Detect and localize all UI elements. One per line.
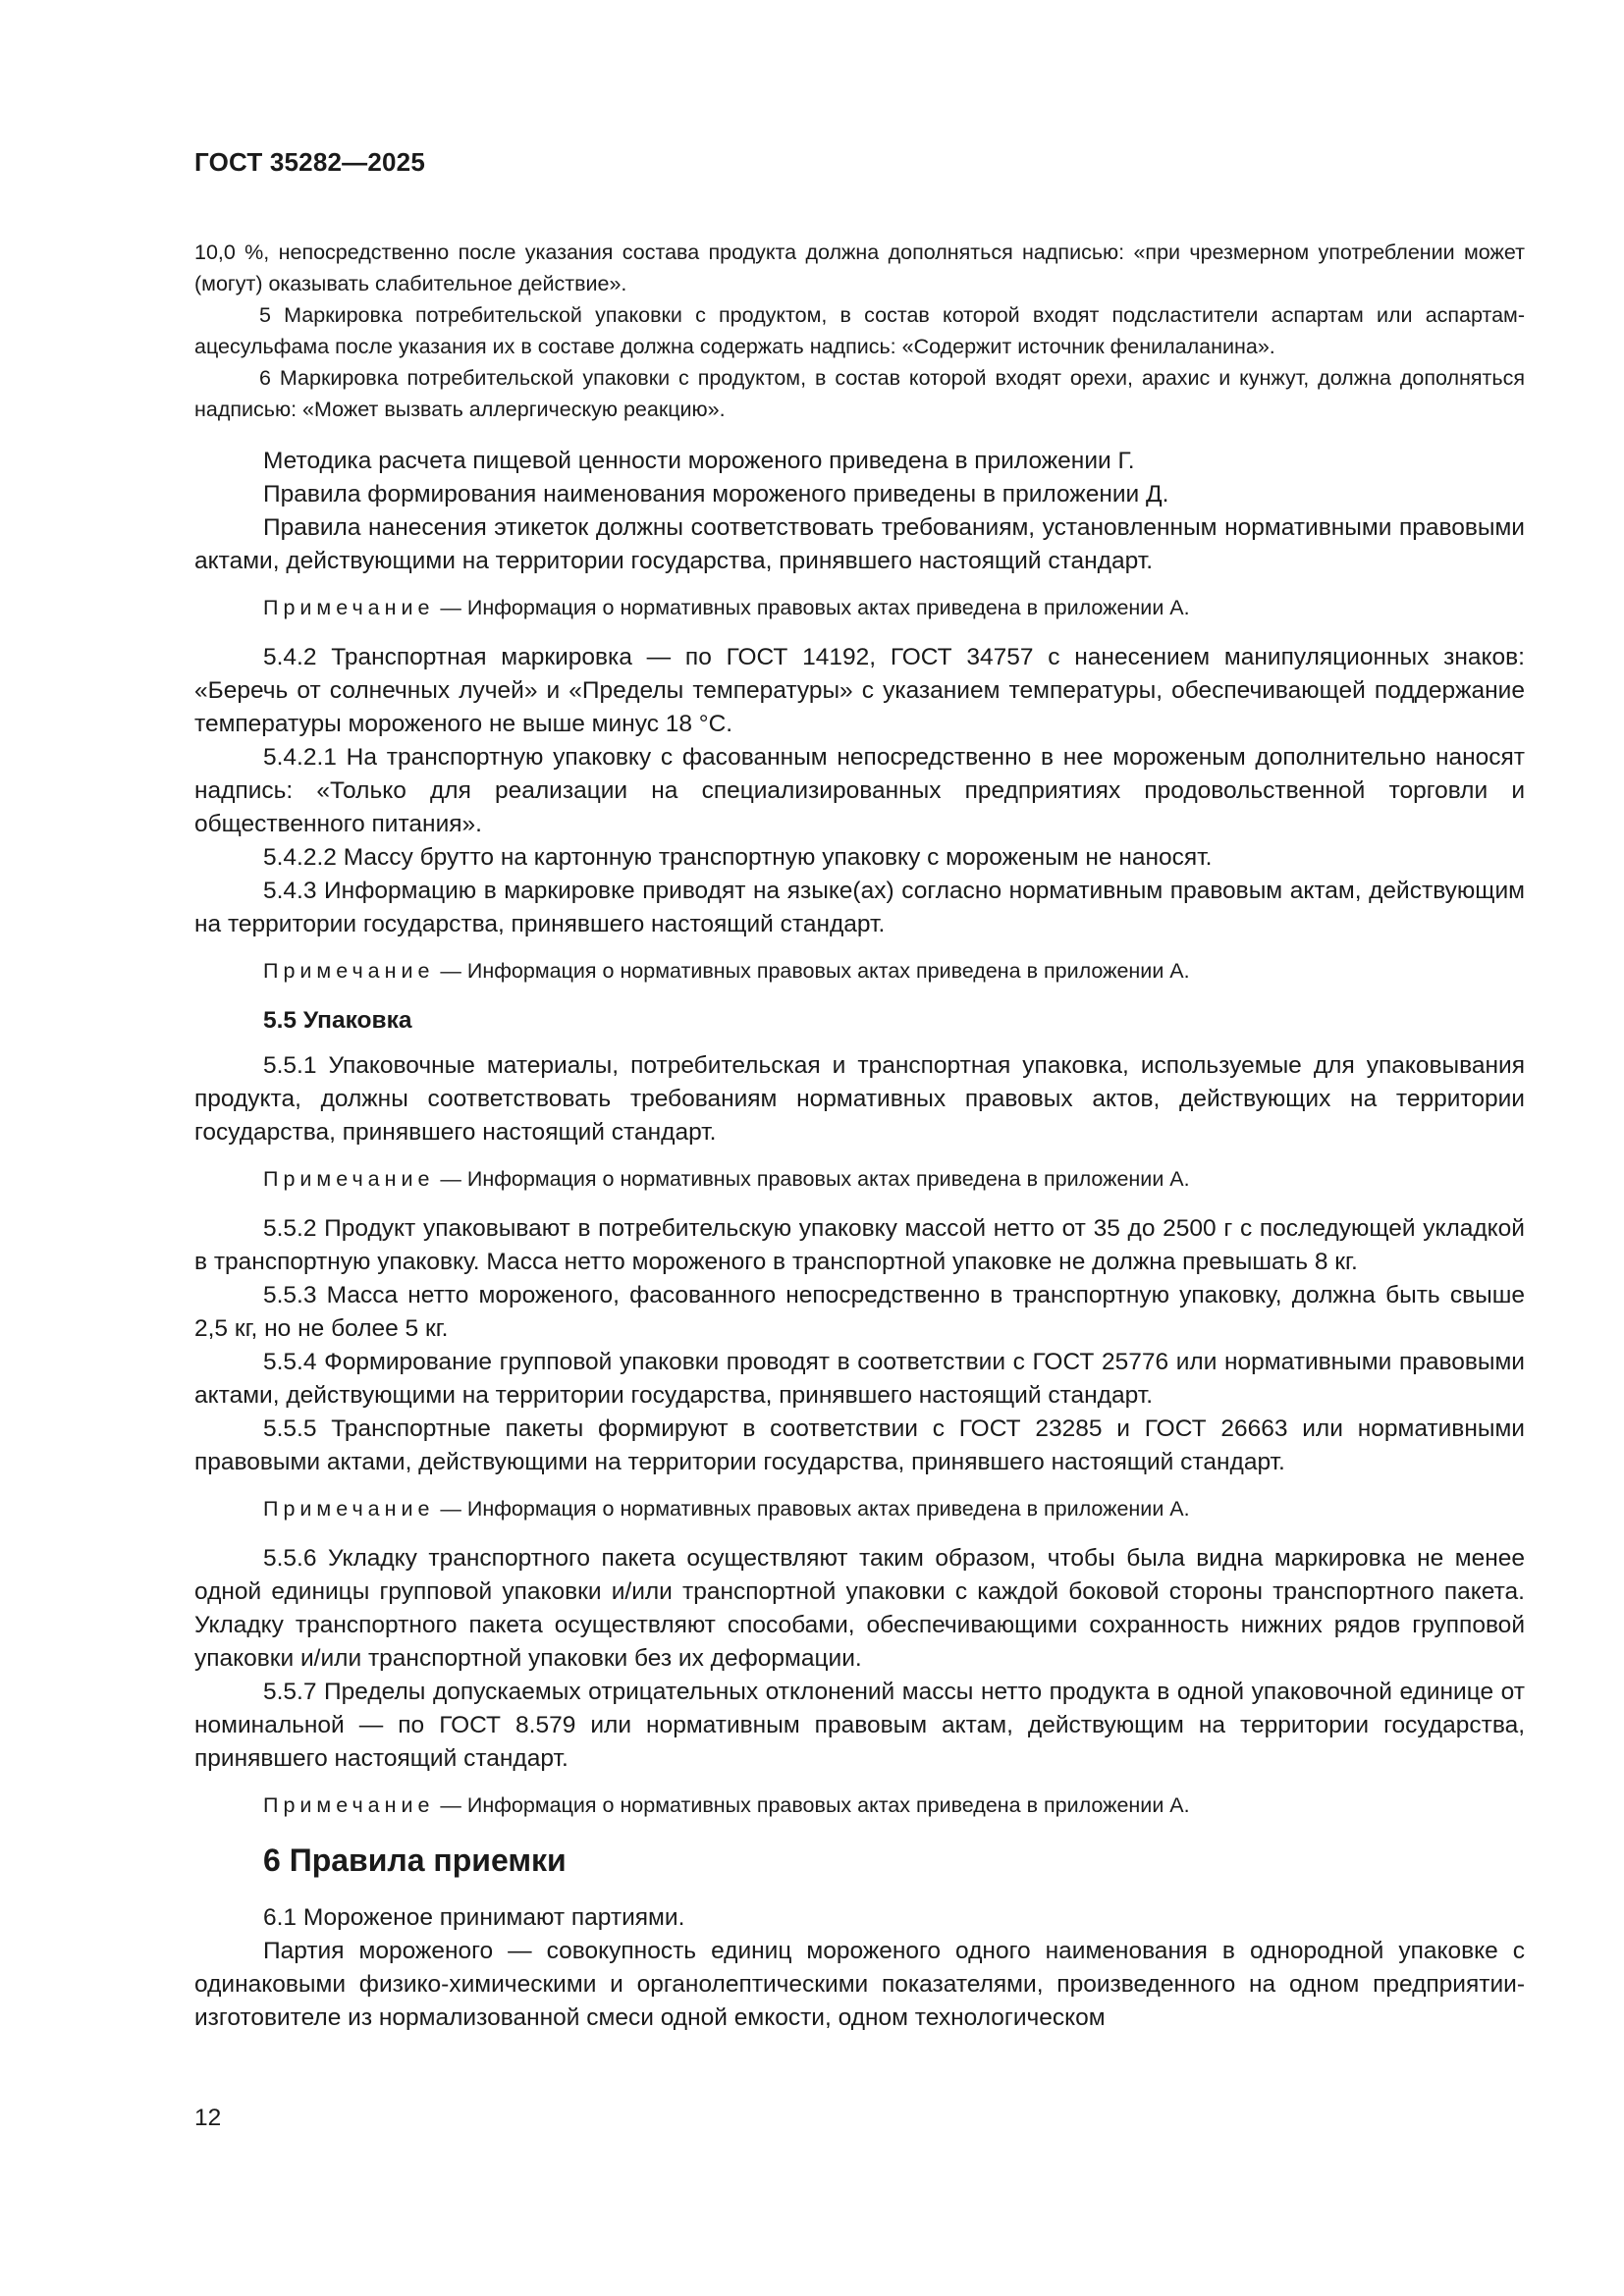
note-label: Примечание (263, 959, 435, 983)
note-label: Примечание (263, 1167, 435, 1191)
section-heading-6: 6 Правила приемки (263, 1842, 567, 1878)
page-number: 12 (194, 2105, 222, 2131)
footnote-5: 5 Маркировка потребительской упаковки с продуктом, в состав которой входят подсластители аспартам или аспартам-ацесульфама после указания их в составе должна содержать надпись: «Содержит источник фенилаланина». (194, 303, 1525, 358)
document-header: ГОСТ 35282—2025 (194, 147, 425, 177)
paragraph-5-5-4: 5.5.4 Формирование групповой упаковки проводят в соответствии с ГОСТ 25776 или нормативными правовыми актами, действующими на территории государства, принявшего настоящий стандарт. (194, 1349, 1525, 1409)
paragraph-5-5-7: 5.5.7 Пределы допускаемых отрицательных отклонений массы нетто продукта в одной упаковочной единице от номинальной — по ГОСТ 8.579 или нормативным правовым актам, действующим на территории государства, принявшего настоящий стандарт. (194, 1679, 1525, 1772)
note-5 (194, 1789, 1525, 1821)
subsection-heading-5-5: 5.5 Упаковка (263, 1007, 412, 1034)
paragraph-5-5-3: 5.5.3 Масса нетто мороженого, фасованного непосредственно в транспортную упаковку, должна быть свыше 2,5 кг, но не более 5 кг. (194, 1282, 1525, 1342)
note-4 (194, 1493, 1525, 1524)
paragraph-5-5-2: 5.5.2 Продукт упаковывают в потребительскую упаковку массой нетто от 35 до 2500 г с последующей укладкой в транспортную упаковку. Масса нетто мороженого в транспортной упаковке не должна превышать 8 кг. (194, 1215, 1525, 1275)
paragraph-5-5-5: 5.5.5 Транспортные пакеты формируют в соответствии с ГОСТ 23285 и ГОСТ 26663 или нормативными правовыми актами, действующими на территории государства, принявшего настоящий стандарт. (194, 1415, 1525, 1475)
paragraph-5-4-2-2: 5.4.2.2 Массу брутто на картонную транспортную упаковку с мороженым не наносят. (263, 844, 1213, 871)
paragraph-5-4-2-1: 5.4.2.1 На транспортную упаковку с фасованным непосредственно в нее мороженым дополнительно наносят надпись: «Только для реализации на специализированных предприятиях продовольственной торговли и общественного питания». (194, 744, 1525, 837)
paragraph-methodika: Методика расчета пищевой ценности мороженого приведена в приложении Г. (263, 448, 1135, 474)
note-1 (194, 592, 1525, 623)
note-3 (194, 1163, 1525, 1195)
paragraph-5-5-6: 5.5.6 Укладку транспортного пакета осуществляют таким образом, чтобы была видна маркировка не менее одной единицы групповой упаковки и/или транспортной упаковки с каждой боковой стороны транспортного пакета. Укладку транспортного пакета осуществляют способами, обеспечивающими сохранность нижних рядов групповой упаковки и/или транспортной упаковки без их деформации. (194, 1545, 1525, 1672)
paragraph-5-4-2: 5.4.2 Транспортная маркировка — по ГОСТ 14192, ГОСТ 34757 с нанесением манипуляционных знаков: «Беречь от солнечных лучей» и «Пределы температуры» с указанием температуры, обеспечивающей поддержание температуры мороженого не выше минус 18 °С. (194, 644, 1525, 737)
document-page (194, 147, 1525, 2035)
footnote-continuation: 10,0 %, непосредственно после указания состава продукта должна дополняться надписью: «при чрезмерном употреблении может (могут) оказывать слабительное действие». (194, 240, 1525, 295)
paragraph-pravila-naim: Правила формирования наименования мороженого приведены в приложении Д. (263, 481, 1169, 507)
note-text: — Информация о нормативных правовых актах приведена в приложении А. (434, 1793, 1190, 1817)
footnote-6: 6 Маркировка потребительской упаковки с продуктом, в состав которой входят орехи, арахис и кунжут, должна дополняться надписью: «Может вызвать аллергическую реакцию». (194, 366, 1525, 421)
note-text: — Информация о нормативных правовых актах приведена в приложении А. (434, 1167, 1190, 1191)
paragraph-5-4-3: 5.4.3 Информацию в маркировке приводят на языке(ах) согласно нормативным правовым актам, действующим на территории государства, принявшего настоящий стандарт. (194, 878, 1525, 937)
note-label: Примечание (263, 1497, 435, 1521)
paragraph-pravila-etiket: Правила нанесения этикеток должны соответствовать требованиям, установленным нормативными правовыми актами, действующими на территории государства, принявшего настоящий стандарт. (194, 514, 1525, 574)
paragraph-partiya: Партия мороженого — совокупность единиц мороженого одного наименования в однородной упаковке с одинаковыми физико-химическими и органолептическими показателями, произведенного на одном предприятии-изготовителе из нормализованной смеси одной емкости, одном технологическом (194, 1938, 1525, 2031)
paragraph-6-1: 6.1 Мороженое принимают партиями. (263, 1904, 685, 1931)
note-label: Примечание (263, 596, 435, 619)
note-text: — Информация о нормативных правовых актах приведена в приложении А. (434, 959, 1190, 983)
note-2 (194, 955, 1525, 987)
note-text: — Информация о нормативных правовых актах приведена в приложении А. (434, 596, 1190, 619)
note-text: — Информация о нормативных правовых актах приведена в приложении А. (434, 1497, 1190, 1521)
note-label: Примечание (263, 1793, 435, 1817)
paragraph-5-5-1: 5.5.1 Упаковочные материалы, потребительская и транспортная упаковка, используемые для упаковывания продукта, должны соответствовать требованиям нормативных правовых актов, действующих на территории государства, принявшего настоящий стандарт. (194, 1052, 1525, 1146)
